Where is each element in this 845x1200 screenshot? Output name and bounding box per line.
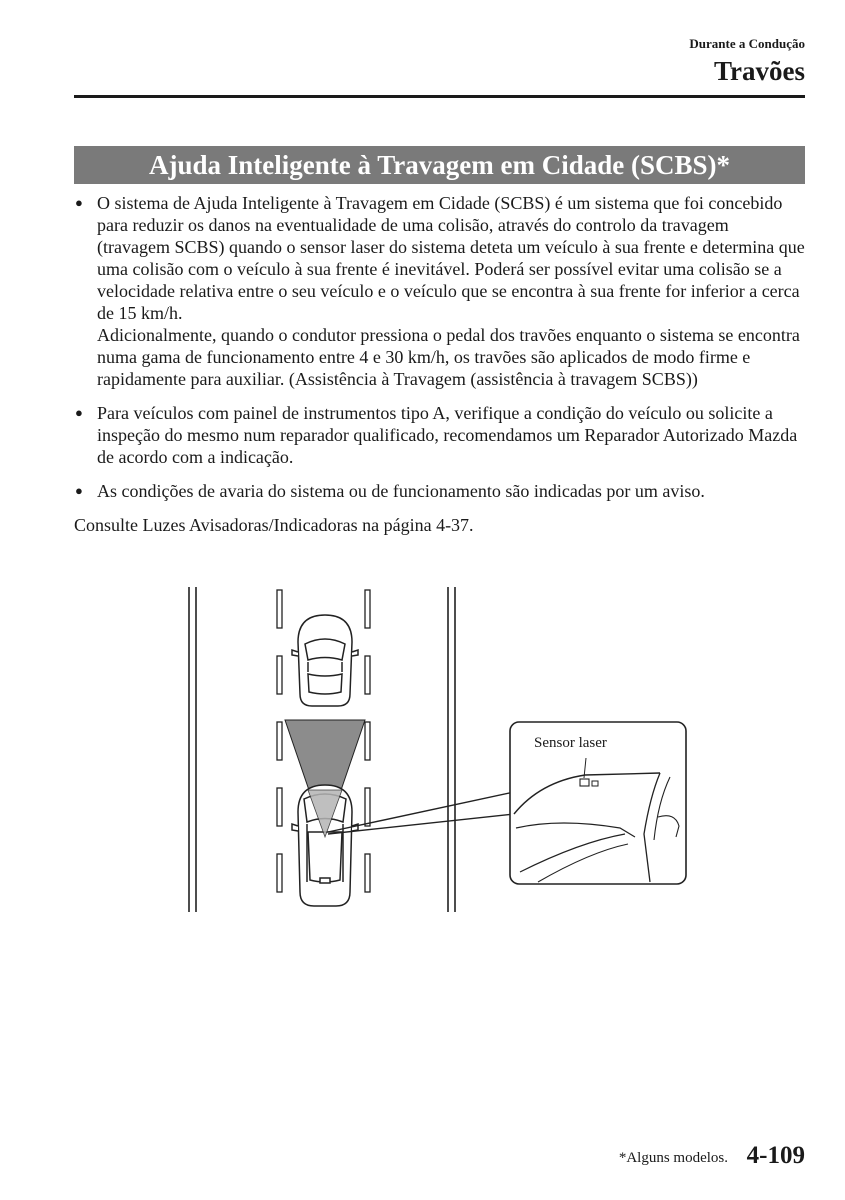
footnote: *Alguns modelos.: [618, 1150, 728, 1166]
bullet-item-3: [74, 480, 805, 502]
bullet-icon: ●: [75, 195, 83, 210]
bullet-paragraph: O sistema de Ajuda Inteligente à Travagem em Cidade (SCBS) é um sistema que foi concebido para reduzir os danos na eventualidade de uma colisão, através do controlo da travagem (travagem SCBS) quando o sensor laser do sistema deteta um veículo à sua frente e determina que uma colisão com o veículo à sua frente é inevitável. Poderá ser possível evitar uma colisão se a velocidade relativa entre o seu veículo e o veículo que se encontra à sua frente for inferior a cerca de 15 km/h.: [97, 193, 805, 323]
bullet-paragraph: Para veículos com painel de instrumentos tipo A, verifique a condição do veículo ou solicite a inspeção do mesmo num reparador qualificado, recomendamos um Reparador Autorizado Mazda de acordo com a indicação.: [97, 403, 798, 467]
bullet-item-1: [74, 192, 805, 390]
bullet-item-2: [74, 402, 805, 468]
header-rule: [74, 95, 805, 98]
bullet-paragraph: Adicionalmente, quando o condutor pressiona o pedal dos travões enquanto o sistema se encontra numa gama de funcionamento entre 4 e 30 km/h, os travões são aplicados de modo firme e rapidamente para auxiliar. (Assistência à Travagem (assistência à travagem SCBS)): [97, 325, 800, 389]
scbs-illustration: [180, 582, 690, 917]
page-title: Ajuda Inteligente à Travagem em Cidade (SCBS)*: [74, 146, 805, 184]
sensor-callout-box: [510, 722, 686, 884]
chapter-title: Durante a Condução: [689, 36, 805, 51]
section-title: Travões: [714, 56, 805, 86]
reference-text: Consulte Luzes Avisadoras/Indicadoras na página 4-37.: [74, 515, 474, 535]
bullet-paragraph: As condições de avaria do sistema ou de funcionamento são indicadas por um aviso.: [97, 481, 705, 501]
page-number: 4-109: [746, 1142, 805, 1169]
front-vehicle: [292, 615, 358, 706]
sensor-laser-label: Sensor laser: [534, 735, 607, 751]
bullet-icon: ●: [75, 405, 83, 420]
bullet-icon: ●: [75, 483, 83, 498]
main-content: [74, 192, 805, 536]
